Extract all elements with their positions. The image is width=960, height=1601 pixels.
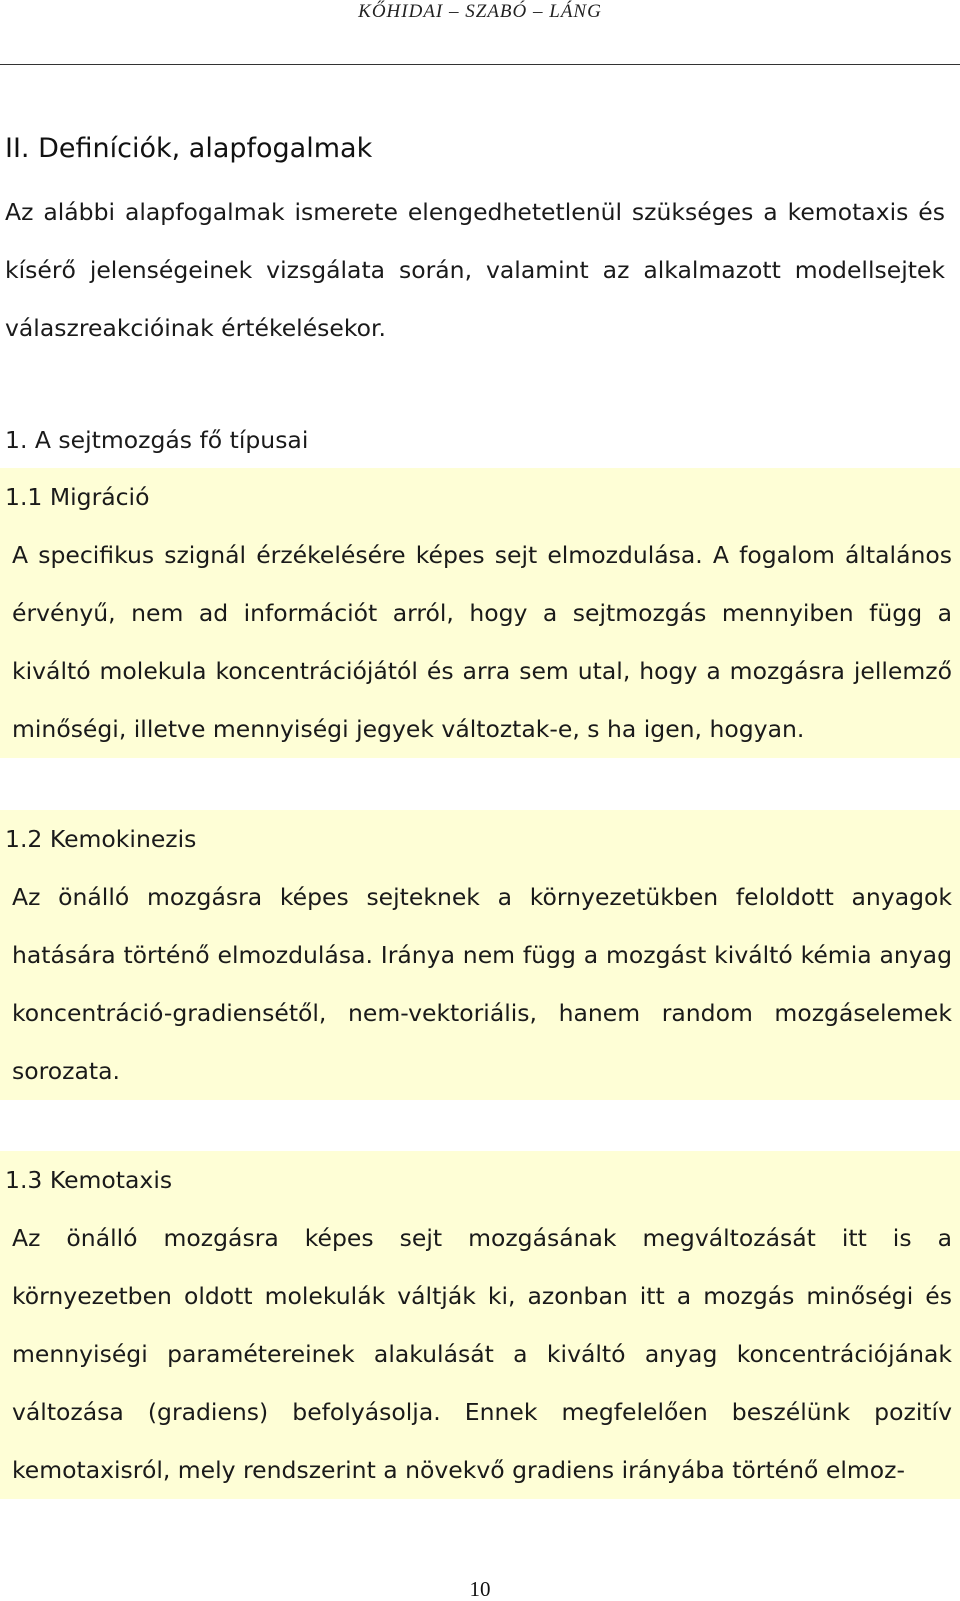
definition-text: [5, 868, 952, 1100]
page-number: 10: [469, 1577, 491, 1601]
definition-block-kemotaxis: [0, 1151, 960, 1499]
definition-heading: 1.1 Migráció: [5, 483, 150, 511]
header-divider: [0, 64, 960, 65]
definition-text-content: Az önálló mozgásra képes sejt mozgásának megváltozását itt is a környezetben oldott molekulák váltják ki, azonban itt a mozgás minőségi és mennyiségi paramétereinek alakulását a kiváltó anyag koncentrációjának változása (gradiens) befolyásolja. Ennek megfelelően beszélünk pozitív kemotaxisról, mely rendszerint a növekvő gradiens irányába történő elmoz-: [12, 1224, 952, 1484]
running-header: KŐHIDAI – SZABÓ – LÁNG: [358, 1, 602, 22]
section-title: II. Definíciók, alapfogalmak: [5, 133, 373, 164]
definition-text: [5, 1209, 952, 1499]
definition-text-content: Az önálló mozgásra képes sejteknek a környezetükben feloldott anyagok hatására történő elmozdulása. Iránya nem függ a mozgást kiváltó kémia anyag koncentráció-gradiensétől, nem-vektoriális, hanem random mozgáselemek sorozata.: [12, 883, 952, 1085]
definition-text: [5, 526, 952, 758]
subsection-title: 1. A sejtmozgás fő típusai: [5, 426, 309, 454]
definition-text-content: A specifikus szignál érzékelésére képes sejt elmozdulása. A fogalom általános érvényű, nem ad információt arról, hogy a sejtmozgás mennyiben függ a kiváltó molekula koncentrációjától és arra sem utal, hogy a mozgásra jellemző minőségi, illetve mennyiségi jegyek változtak-e, s ha igen, hogyan.: [12, 541, 952, 743]
definition-heading: 1.3 Kemotaxis: [5, 1166, 173, 1194]
definition-heading: 1.2 Kemokinezis: [5, 825, 197, 853]
definition-block-migracio: [0, 468, 960, 758]
definition-block-kemokinezis: [0, 810, 960, 1100]
intro-paragraph: Az alábbi alapfogalmak ismerete elengedhetetlenül szükséges a kemotaxis és kísérő jelenségeinek vizsgálata során, valamint az alkalmazott modellsejtek válaszreakcióinak értékelésekor.: [5, 198, 945, 342]
